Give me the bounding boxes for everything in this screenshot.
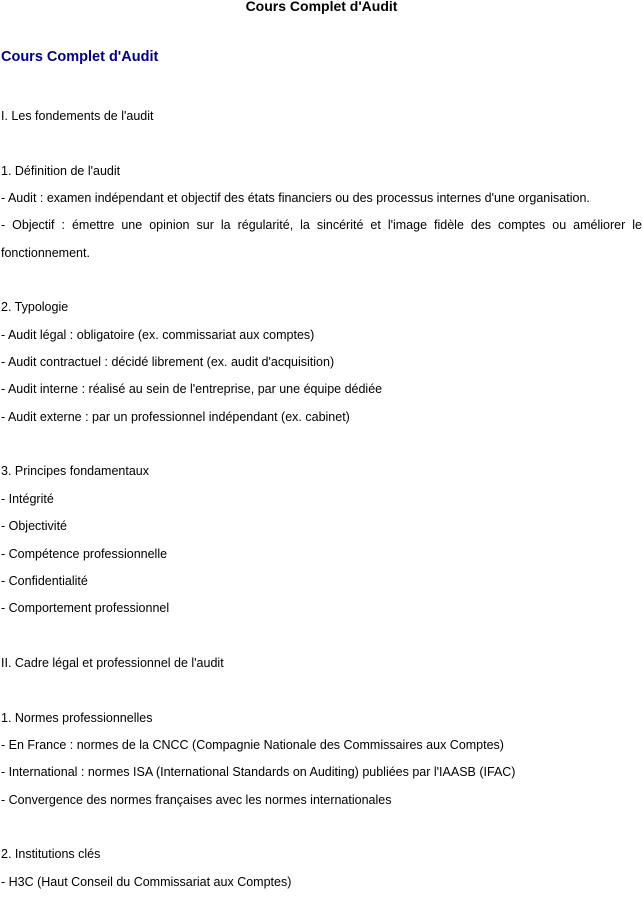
objective-line-continued: fonctionnement. xyxy=(1,245,90,260)
section-institutions-title: 2. Institutions clés xyxy=(1,847,101,862)
section-principles-title: 3. Principes fondamentaux xyxy=(1,464,150,479)
list-item: - Audit légal : obligatoire (ex. commissariat aux comptes) xyxy=(1,327,315,342)
paragraph-gap xyxy=(1,682,642,709)
list-item: - Audit contractuel : décidé librement (ex. audit d'acquisition) xyxy=(1,355,335,370)
document-body xyxy=(1,108,642,901)
paragraph-gap xyxy=(1,272,642,299)
paragraph-gap xyxy=(1,628,642,655)
section-standards-title: 1. Normes professionnelles xyxy=(1,710,153,725)
list-item: - H3C (Haut Conseil du Commissariat aux Comptes) xyxy=(1,874,292,889)
list-item: - International : normes ISA (International Standards on Auditing) publiées par l'IAASB (IFAC) xyxy=(1,765,516,780)
section-definition-title: 1. Définition de l'audit xyxy=(1,163,121,178)
paragraph-gap xyxy=(1,436,642,463)
list-item: - En France : normes de la CNCC (Compagnie Nationale des Commissaires aux Comptes) xyxy=(1,737,504,752)
list-item: - Audit interne : réalisé au sein de l'entreprise, par une équipe dédiée xyxy=(1,382,383,397)
list-item: - Comportement professionnel xyxy=(1,601,170,616)
part-2-title: II. Cadre légal et professionnel de l'audit xyxy=(1,655,224,670)
list-item: - Compétence professionnelle xyxy=(1,546,168,561)
list-item: - Intégrité xyxy=(1,491,54,506)
section-typology-title: 2. Typologie xyxy=(1,300,69,315)
definition-line: - Audit : examen indépendant et objectif des états financiers ou des processus internes d'une organisation. xyxy=(1,191,590,206)
list-item: - Confidentialité xyxy=(1,573,88,588)
page-title: Cours Complet d'Audit xyxy=(245,0,398,14)
list-item: - Audit externe : par un professionnel indépendant (ex. cabinet) xyxy=(1,409,350,424)
document-heading: Cours Complet d'Audit xyxy=(1,49,159,65)
part-1-title: I. Les fondements de l'audit xyxy=(1,109,154,123)
list-item: - Convergence des normes françaises avec les normes internationales xyxy=(1,792,392,807)
paragraph-gap xyxy=(1,135,642,162)
paragraph-gap xyxy=(1,819,642,846)
objective-line: - Objectif : émettre une opinion sur la régularité, la sincérité et l'image fidèle des comptes ou améliorer le xyxy=(1,218,642,233)
list-item: - Objectivité xyxy=(1,519,67,534)
